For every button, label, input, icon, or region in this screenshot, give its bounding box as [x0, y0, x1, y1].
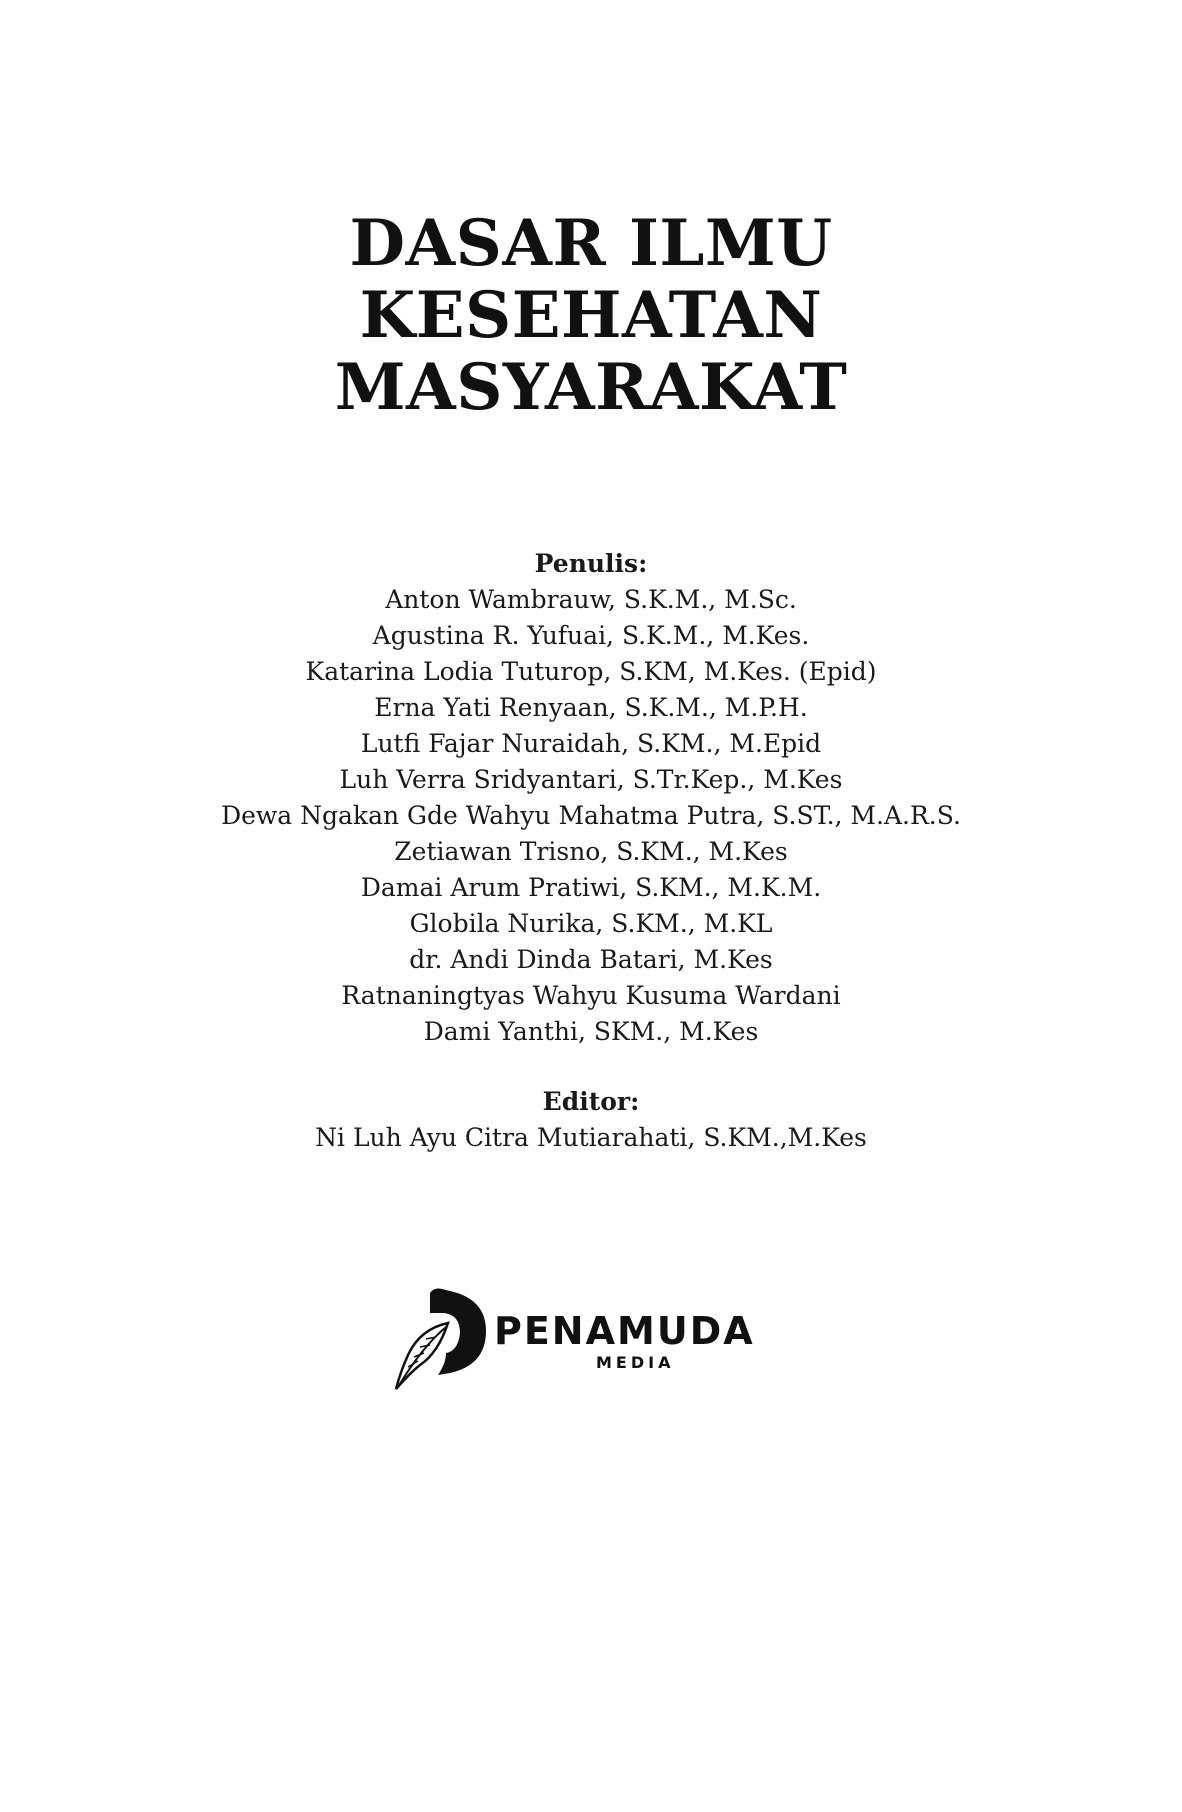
author-name: Agustina R. Yufuai, S.K.M., M.Kes. [372, 621, 810, 650]
publisher-subname: MEDIA [596, 1353, 675, 1372]
authors-section [0, 546, 1182, 1050]
author-name: Katarina Lodia Tuturop, S.KM, M.Kes. (Epid) [305, 657, 877, 686]
authors-heading: Penulis: [534, 549, 648, 578]
book-title [0, 208, 1182, 424]
book-title-line-3: MASYARAKAT [334, 350, 848, 425]
publisher-logo [390, 1283, 790, 1393]
author-name: Luh Verra Sridyantari, S.Tr.Kep., M.Kes [339, 765, 843, 794]
author-name: dr. Andi Dinda Batari, M.Kes [409, 945, 773, 974]
author-name: Globila Nurika, S.KM., M.KL [409, 909, 773, 938]
author-name: Ratnaningtyas Wahyu Kusuma Wardani [341, 981, 841, 1010]
editor-section [0, 1084, 1182, 1156]
book-title-line-1: DASAR ILMU [349, 206, 833, 281]
author-name: Dami Yanthi, SKM., M.Kes [423, 1017, 759, 1046]
publisher-name: PENAMUDA [494, 1309, 755, 1353]
author-name: Dewa Ngakan Gde Wahyu Mahatma Putra, S.ST., M.A.R.S. [221, 801, 961, 830]
editor-name: Ni Luh Ayu Citra Mutiarahati, S.KM.,M.Kes [315, 1123, 867, 1152]
author-name: Erna Yati Renyaan, S.K.M., M.P.H. [374, 693, 808, 722]
quill-p-logo-icon [390, 1283, 494, 1393]
author-name: Zetiawan Trisno, S.KM., M.Kes [394, 837, 788, 866]
author-name: Damai Arum Pratiwi, S.KM., M.K.M. [360, 873, 822, 902]
book-title-line-2: KESEHATAN [359, 278, 823, 353]
author-name: Lutfi Fajar Nuraidah, S.KM., M.Epid [360, 729, 822, 758]
author-name: Anton Wambrauw, S.K.M., M.Sc. [385, 585, 797, 614]
editor-heading: Editor: [542, 1087, 640, 1116]
